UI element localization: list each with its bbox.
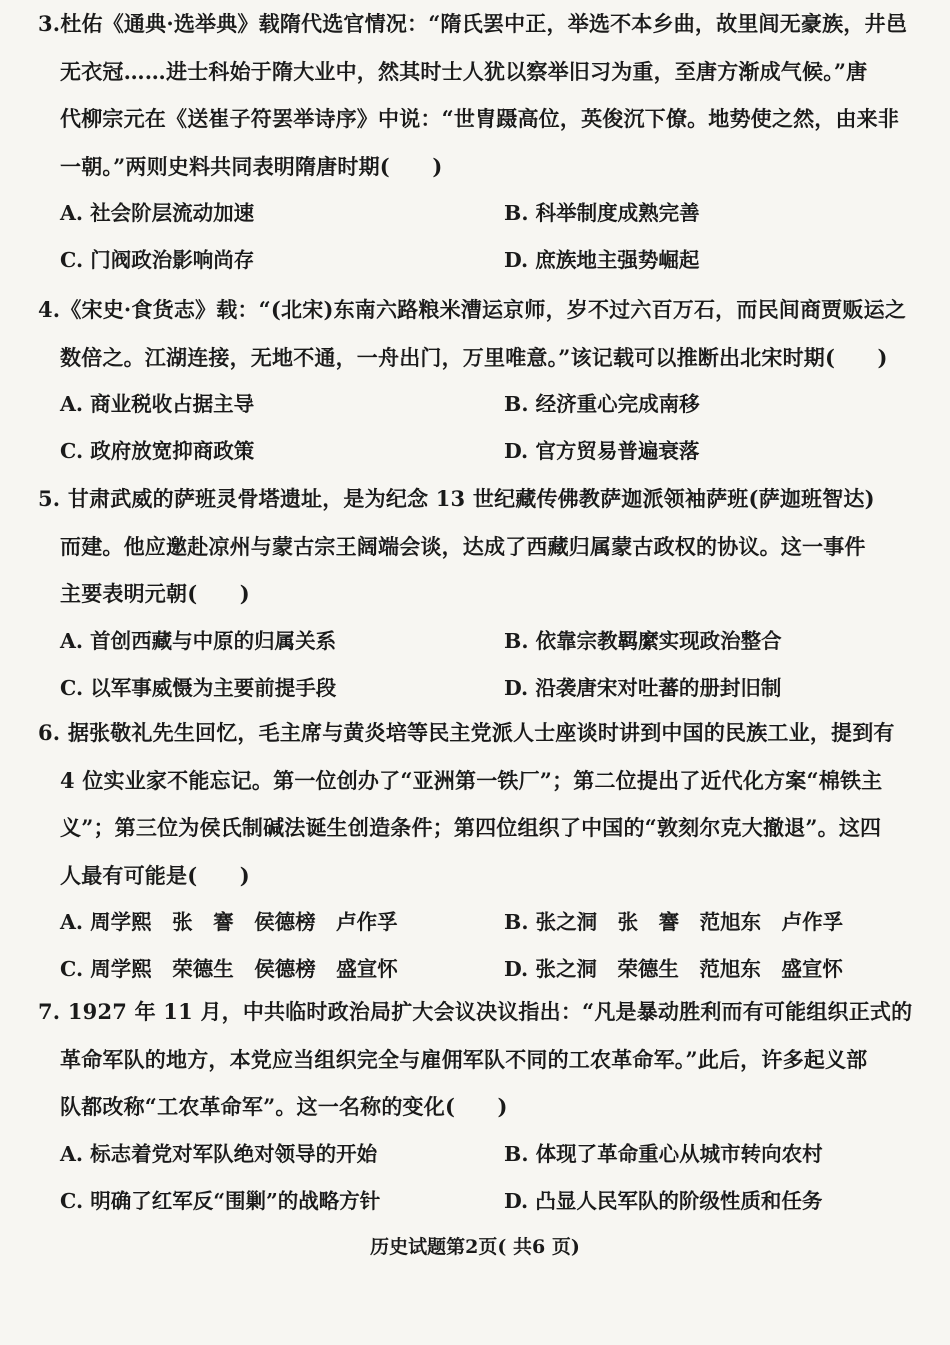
question-5-option-a: A. 首创西藏与中原的归属关系 (60, 628, 337, 653)
question-3-option-a: A. 社会阶层流动加速 (60, 201, 255, 225)
question-6-line-4: 人最有可能是( ) (60, 862, 250, 888)
question-7-option-b: B. 体现了革命重心从城市转向农村 (504, 1141, 823, 1166)
question-4-options (38, 381, 918, 475)
question-4-option-d: D. 官方贸易普遍衰落 (504, 439, 700, 463)
question-3 (38, 0, 918, 284)
question-5-line-3: 主要表明元朝( ) (60, 581, 250, 606)
question-5-options (38, 618, 918, 712)
page-footer: 历史试题第2页( 共6 页) (370, 1236, 580, 1258)
question-4-option-c: C. 政府放宽抑商政策 (60, 439, 255, 463)
question-4-option-b: B. 经济重心完成南移 (504, 392, 700, 416)
question-6-line-2: 4 位实业家不能忘记。第一位创办了“亚洲第一铁厂”；第二位提出了近代化方案“棉铁主 (60, 767, 883, 793)
question-7-option-a: A. 标志着党对军队绝对领导的开始 (60, 1141, 378, 1166)
question-4-stem (38, 286, 918, 381)
question-3-line-3: 代柳宗元在《送崔子符罢举诗序》中说：“世胄蹑高位，英俊沉下僚。地势使之然，由来非 (60, 106, 900, 131)
question-6 (38, 709, 918, 993)
question-6-option-b: B. 张之洞 张 謇 范旭东 卢作孚 (504, 910, 844, 934)
question-6-stem (38, 709, 918, 899)
question-6-options (38, 899, 918, 993)
question-4-line-2: 数倍之。江湖连接，无地不通，一舟出门，万里唯意。”该记载可以推断出北宋时期( ) (60, 344, 888, 370)
question-7 (38, 988, 918, 1225)
question-3-option-b: B. 科举制度成熟完善 (504, 201, 700, 225)
question-3-line-4: 一朝。”两则史料共同表明隋唐时期( ) (60, 153, 443, 179)
question-7-option-d: D. 凸显人民军队的阶级性质和任务 (504, 1188, 823, 1213)
question-3-line-1: 3.杜佑《通典·选举典》载隋代选官情况：“隋氏罢中正，举选不本乡曲，故里闾无豪族，井邑 (38, 11, 907, 36)
question-6-option-a: A. 周学熙 张 謇 侯德榜 卢作孚 (60, 910, 398, 934)
question-5-line-2: 而建。他应邀赴凉州与蒙古宗王阔端会谈，达成了西藏归属蒙古政权的协议。这一事件 (60, 533, 866, 559)
question-5-line-1: 5. 甘肃武威的萨班灵骨塔遗址，是为纪念 13 世纪藏传佛教萨迦派领袖萨班(萨迦班智达) (38, 486, 875, 511)
question-3-options (38, 190, 918, 284)
question-6-option-d: D. 张之洞 荣德生 范旭东 盛宣怀 (504, 957, 843, 981)
question-5 (38, 475, 918, 712)
question-3-line-2: 无衣冠……进士科始于隋大业中，然其时士人犹以察举旧习为重，至唐方渐成气候。”唐 (60, 58, 868, 84)
question-7-stem (38, 988, 918, 1131)
question-3-option-c: C. 门阀政治影响尚存 (60, 248, 255, 272)
question-4-line-1: 4.《宋史·食货志》载：“(北宋)东南六路粮米漕运京师，岁不过六百万石，而民间商贾贩运之 (38, 297, 906, 322)
question-6-option-c: C. 周学熙 荣德生 侯德榜 盛宣怀 (60, 957, 398, 981)
question-5-option-b: B. 依靠宗教羁縻实现政治整合 (504, 628, 782, 653)
question-6-line-1: 6. 据张敬礼先生回忆，毛主席与黄炎培等民主党派人士座谈时讲到中国的民族工业，提到有 (38, 720, 895, 745)
question-3-stem (38, 0, 918, 190)
question-3-option-d: D. 庶族地主强势崛起 (504, 248, 700, 272)
question-6-line-3: 义”；第三位为侯氏制碱法诞生创造条件；第四位组织了中国的“敦刻尔克大撤退”。这四 (60, 815, 882, 840)
question-5-option-c: C. 以军事威慑为主要前提手段 (60, 675, 337, 700)
question-7-options (38, 1131, 918, 1225)
question-5-stem (38, 475, 918, 618)
question-7-line-3: 队都改称“工农革命军”。这一名称的变化( ) (60, 1094, 508, 1119)
question-4-option-a: A. 商业税收占据主导 (60, 392, 255, 416)
question-7-line-1: 7. 1927 年 11 月，中共临时政治局扩大会议决议指出：“凡是暴动胜利而有可能组织正式的 (38, 999, 913, 1024)
question-5-option-d: D. 沿袭唐宋对吐蕃的册封旧制 (504, 675, 782, 700)
question-7-option-c: C. 明确了红军反“围剿”的战略方针 (60, 1188, 381, 1213)
question-7-line-2: 革命军队的地方，本党应当组织完全与雇佣军队不同的工农革命军。”此后，许多起义部 (60, 1046, 868, 1072)
question-4 (38, 286, 918, 475)
